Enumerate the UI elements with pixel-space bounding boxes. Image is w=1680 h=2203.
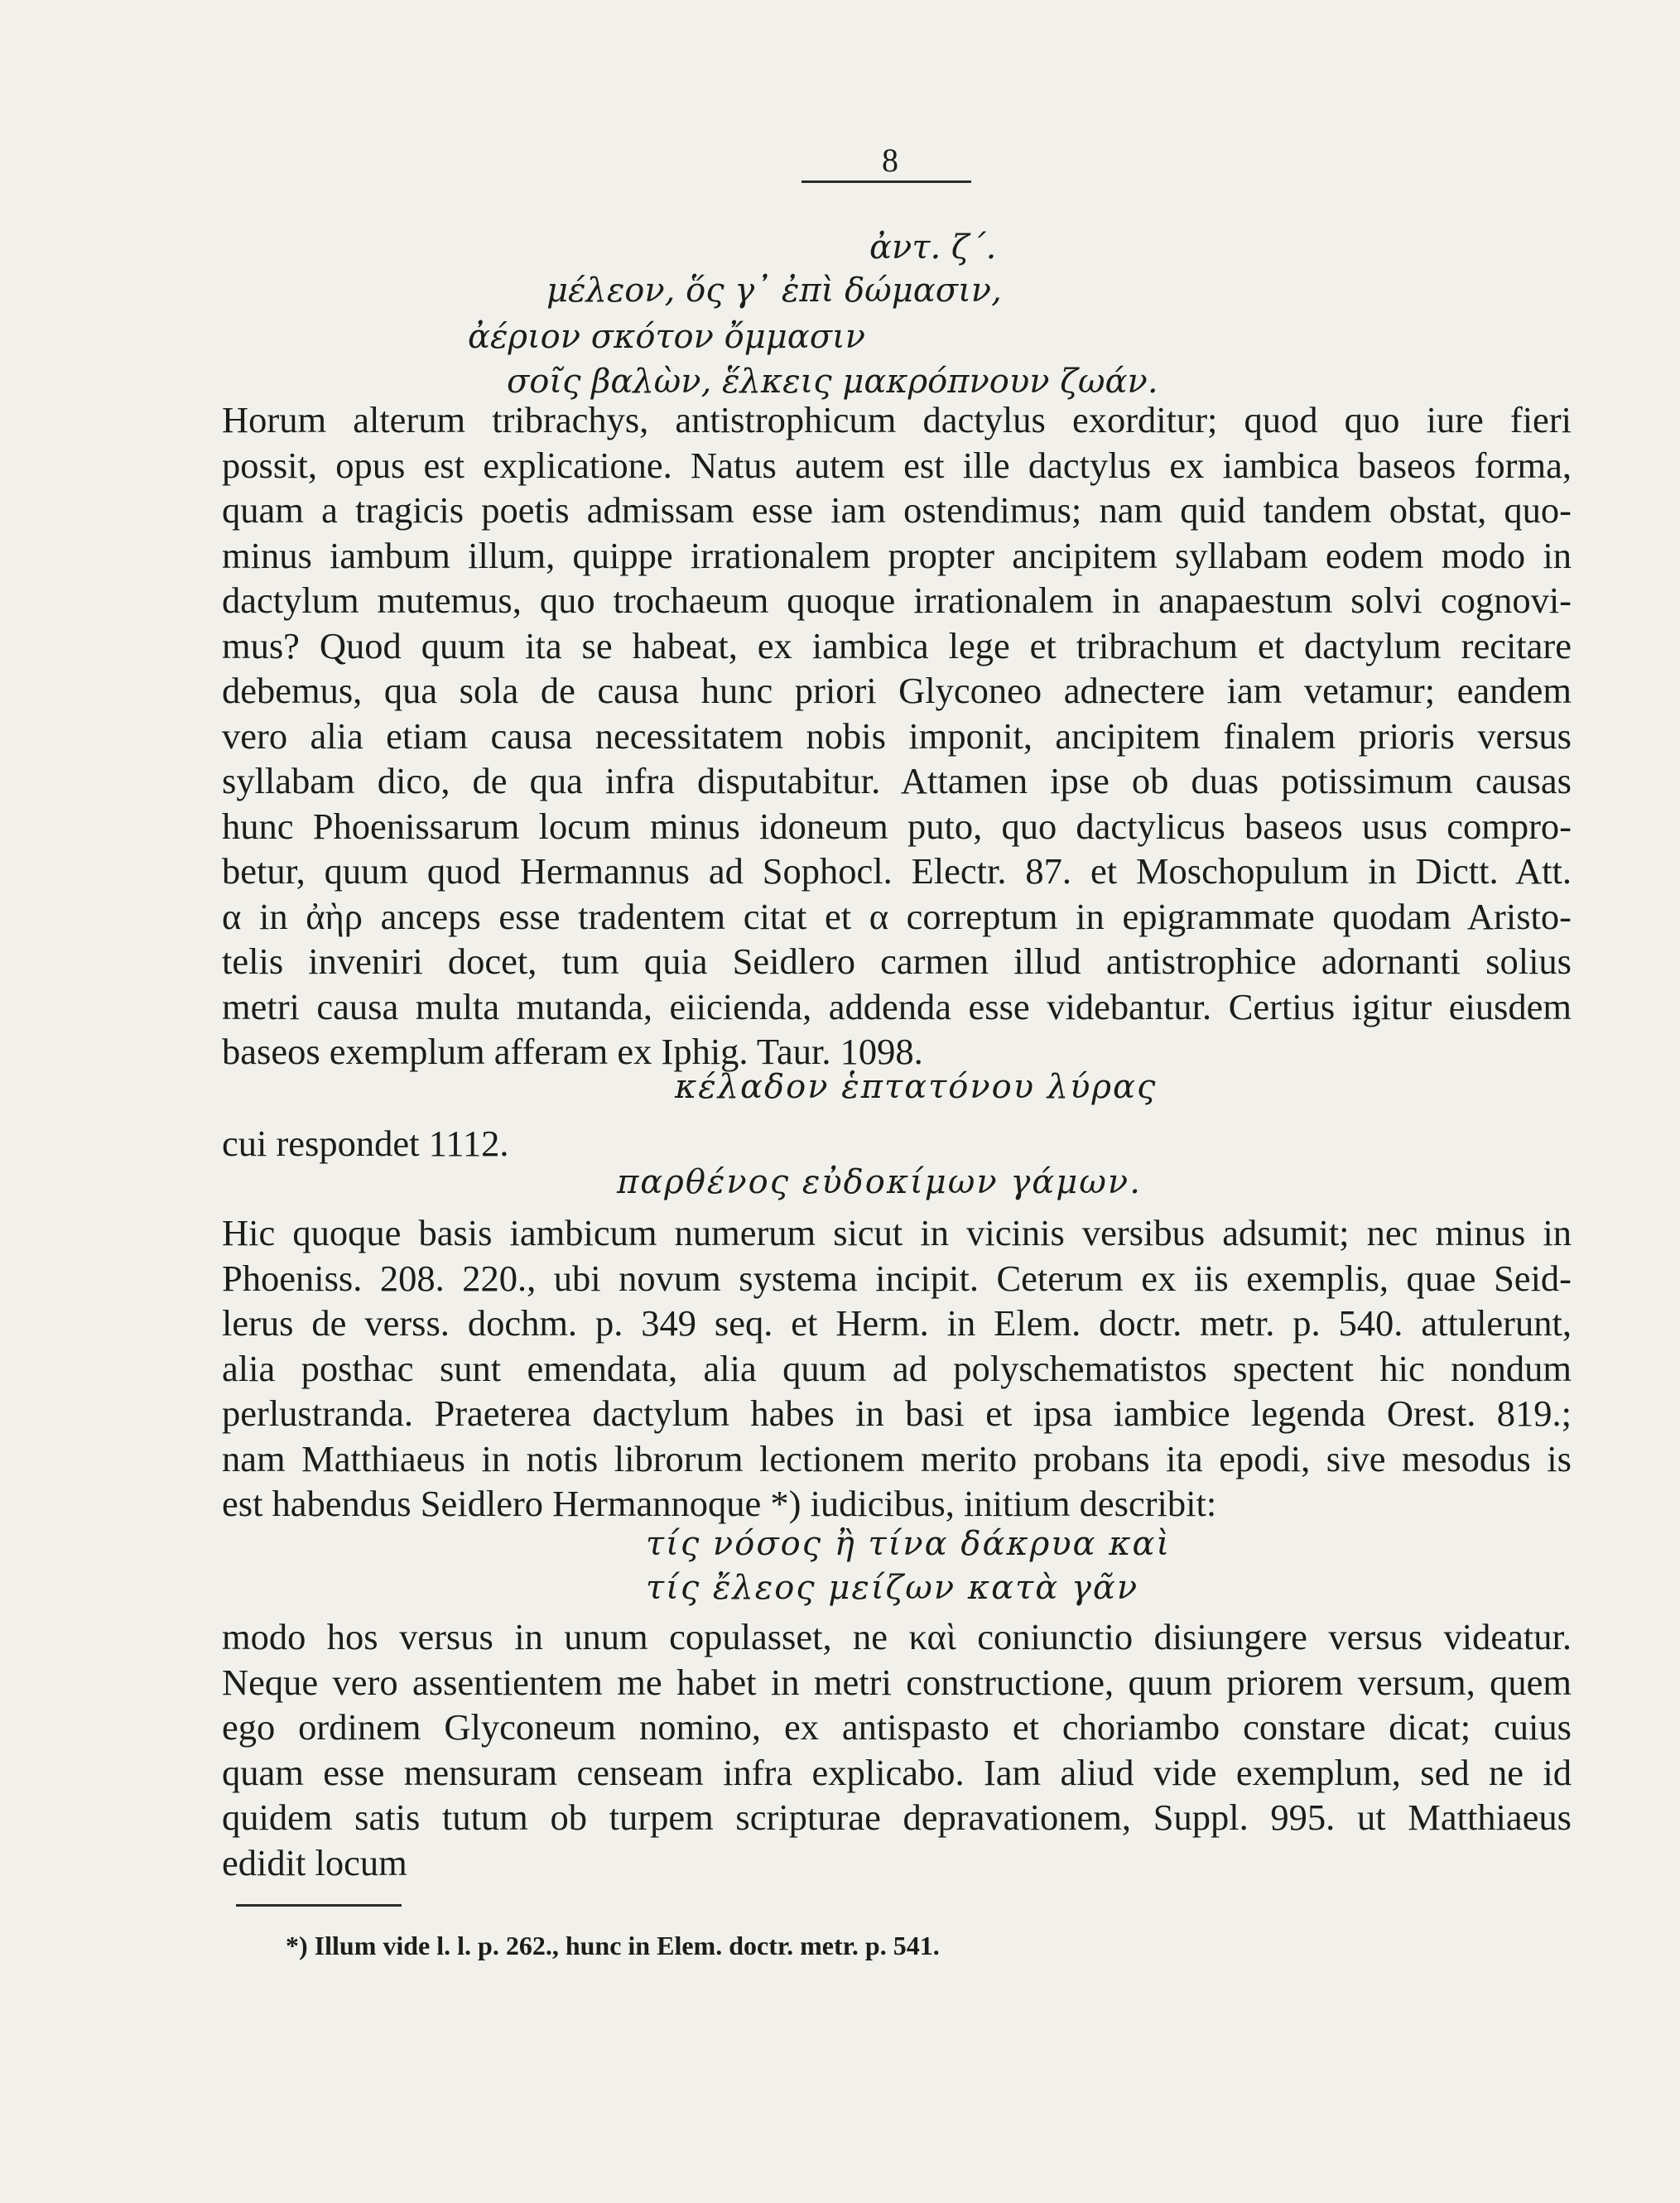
text-line: minus iambum illum, quippe irrationalem propter ancipitem syllabam eodem modo in <box>222 534 1572 576</box>
greek-quote: τίς ἔλεος μείζων κατὰ γᾶν <box>646 1569 1139 1607</box>
text-line: telis inveniri docet, tum quia Seidlero carmen illud antistrophice adornanti solius <box>222 940 1572 982</box>
text-line: quidem satis tutum ob turpem scripturae depravationem, Suppl. 995. ut Matthiaeus <box>222 1797 1572 1838</box>
text-line: ego ordinem Glyconeum nomino, ex antispasto et choriambo constare dicat; cuius <box>222 1706 1572 1748</box>
text-line: Neque vero assentientem me habet in metri constructione, quum priorem versum, quem <box>222 1661 1572 1703</box>
footnote-rule <box>236 1904 402 1907</box>
paragraph-3 <box>222 1614 1572 1885</box>
page-number: 8 <box>882 142 898 179</box>
greek-quote: τίς νόσος ἢ τίνα δάκρυα καὶ <box>646 1525 1172 1563</box>
strophe-label: ἀντ. ζ΄. <box>869 228 997 267</box>
text-line: debemus, qua sola de causa hunc priori Glyconeo adnectere iam vetamur; eandem <box>222 670 1572 711</box>
text-line: alia posthac sunt emendata, alia quum ad polyschematistos spectent hic nondum <box>222 1347 1572 1389</box>
text-line: mus? Quod quum ita se habeat, ex iambica lege et tribrachum et dactylum recitare <box>222 624 1572 666</box>
text-line: nam Matthiaeus in notis librorum lectionem merito probans ita epodi, sive mesodus is <box>222 1437 1572 1479</box>
paragraph-2 <box>222 1210 1572 1527</box>
text-line: est habendus Seidlero Hermannoque *) iudicibus, initium describit: <box>222 1483 1217 1524</box>
text-line: baseos exemplum afferam ex Iphig. Taur. 1098. <box>222 1031 923 1072</box>
paragraph-1 <box>222 397 1572 1075</box>
strophe-line: ἀέριον σκότον ὄμμασιν <box>468 318 866 356</box>
strophe-line: μέλεον, ὅς γ᾽ ἐπὶ δώμασιν, <box>546 272 1002 310</box>
greek-quote: παρθένος εὐδοκίμων γάμων. <box>617 1163 1142 1201</box>
text-line: syllabam dico, de qua infra disputabitur. Attamen ipse ob duas potissimum causas <box>222 760 1572 801</box>
text-line: hunc Phoenissarum locum minus idoneum puto, quo dactylicus baseos usus compro- <box>222 805 1572 847</box>
text-line: quam a tragicis poetis admissam esse iam ostendimus; nam quid tandem obstat, quo- <box>222 489 1572 531</box>
strophe-line: σοῖς βαλὼν, ἕλκεις μακρόπνουν ζωάν. <box>507 363 1158 401</box>
text-line: Phoeniss. 208. 220., ubi novum systema incipit. Ceterum ex iis exemplis, quae Seid- <box>222 1257 1572 1299</box>
text-line: lerus de verss. dochm. p. 349 seq. et Herm. in Elem. doctr. metr. p. 540. attulerunt, <box>222 1302 1572 1344</box>
text-line: betur, quum quod Hermannus ad Sophocl. Electr. 87. et Moschopulum in Dictt. Att. <box>222 850 1572 892</box>
greek-quote: κέλαδον ἑπτατόνου λύρας <box>675 1068 1158 1106</box>
header-rule <box>801 180 971 183</box>
text-line: perlustranda. Praeterea dactylum habes in basi et ipsa iambice legenda Orest. 819.; <box>222 1393 1572 1434</box>
text-line: vero alia etiam causa necessitatem nobis imponit, ancipitem finalem prioris versus <box>222 714 1572 757</box>
text-line: possit, opus est explicatione. Natus autem est ille dactylus ex iambica baseos forma, <box>222 444 1572 486</box>
text-line: Horum alterum tribrachys, antistrophicum dactylus exorditur; quod quo iure fieri <box>222 399 1572 440</box>
text-line: dactylum mutemus, quo trochaeum quoque irrationalem in anapaestum solvi cognovi- <box>222 580 1572 621</box>
text-line: modo hos versus in unum copulasset, ne καὶ coniunctio disiungere versus videatur. <box>222 1616 1572 1657</box>
text-line: Hic quoque basis iambicum numerum sicut in vicinis versibus adsumit; nec minus in <box>222 1212 1572 1253</box>
text-line: α in ἀὴρ anceps esse tradentem citat et α correptum in epigrammate quodam Aristo- <box>222 895 1572 937</box>
respondet-line: cui respondet 1112. <box>222 1123 509 1164</box>
text-line: quam esse mensuram censeam infra explicabo. Iam aliud vide exemplum, sed ne id <box>222 1751 1572 1793</box>
text-line: edidit locum <box>222 1841 407 1883</box>
bleed-through <box>157 207 166 246</box>
footnote: *) Illum vide l. l. p. 262., hunc in Elem. doctr. metr. p. 541. <box>286 1931 940 1960</box>
text-line: metri causa multa mutanda, eiicienda, addenda esse videbantur. Certius igitur eiusdem <box>222 985 1572 1027</box>
